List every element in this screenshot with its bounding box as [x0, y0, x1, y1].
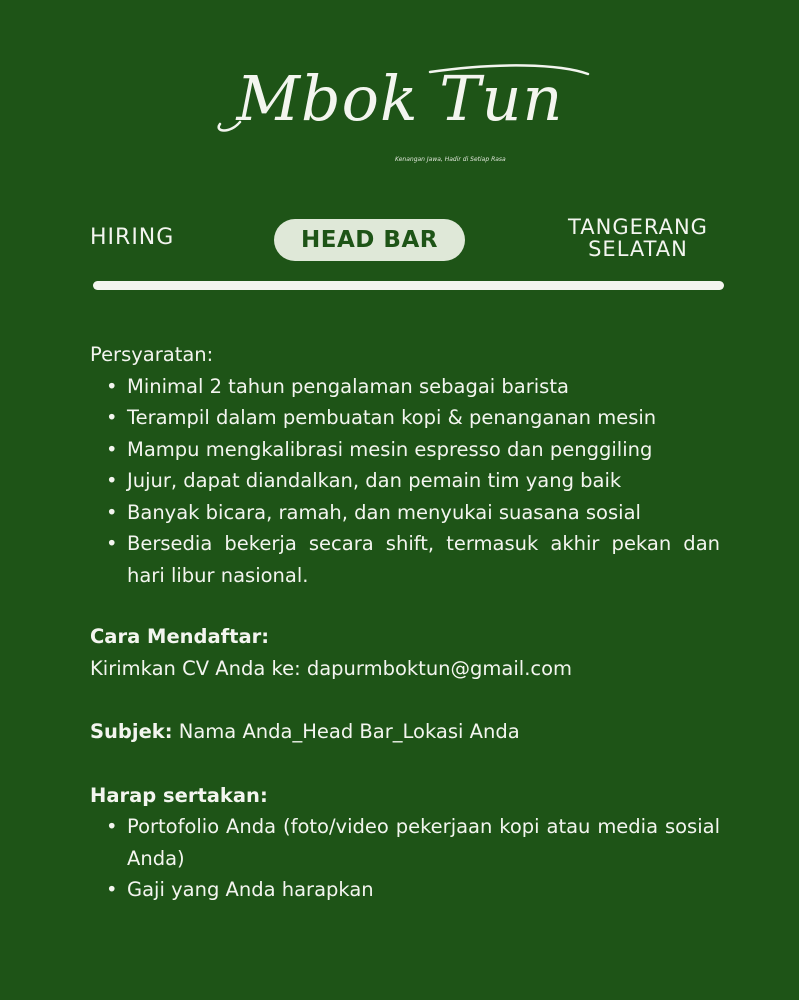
bullet-icon: •: [106, 469, 118, 492]
bullet-icon: •: [106, 815, 118, 838]
bullet-icon: •: [106, 532, 118, 555]
brand-tagline: Kenangan Jawa, Hadir di Setiap Rasa: [395, 156, 506, 163]
requirements-title: Persyaratan:: [90, 343, 214, 366]
requirement-item: • Bersedia bekerja secara shift, termasuk akhir pekan dan hari libur nasional.: [90, 528, 720, 591]
header-divider: [93, 281, 724, 290]
requirement-item: • Mampu mengkalibrasi mesin espresso dan penggiling: [90, 434, 720, 466]
location-label: [540, 216, 736, 260]
location-line-1: TANGERANG: [568, 215, 708, 239]
include-item: • Portofolio Anda (foto/video pekerjaan kopi atau media sosial Anda): [90, 811, 720, 874]
requirement-item: • Jujur, dapat diandalkan, dan pemain tim yang baik: [90, 465, 720, 497]
requirement-item: • Minimal 2 tahun pengalaman sebagai barista: [90, 371, 720, 403]
hiring-label: HIRING: [90, 225, 175, 250]
bullet-icon: •: [106, 500, 118, 524]
bullet-icon: •: [106, 878, 118, 901]
logo-script: [200, 52, 600, 147]
position-label: HEAD BAR: [301, 227, 438, 253]
requirement-item: • Banyak bicara, ramah, dan menyukai suasana sosial: [90, 497, 720, 529]
brand-logo: [200, 52, 600, 147]
subject-line: [90, 716, 720, 748]
include-item: • Gaji yang Anda harapkan: [90, 874, 720, 906]
logo-text: Mbok Tun: [236, 62, 564, 135]
job-details: [90, 339, 720, 906]
subject-text: Nama Anda_Head Bar_Lokasi Anda: [178, 720, 520, 743]
bullet-icon: •: [106, 437, 118, 461]
location-line-2: SELATAN: [588, 237, 688, 261]
position-badge: [274, 219, 465, 261]
apply-title: Cara Mendaftar:: [90, 625, 270, 648]
bullet-icon: •: [106, 374, 118, 398]
bullet-icon: •: [106, 406, 118, 429]
include-title: Harap sertakan:: [90, 783, 268, 807]
include-list: [90, 811, 720, 906]
apply-text: Kirimkan CV Anda ke: dapurmboktun@gmail.com: [90, 656, 573, 680]
requirement-item: • Terampil dalam pembuatan kopi & penanganan mesin: [90, 402, 720, 434]
subject-label: Subjek:: [90, 720, 173, 743]
requirements-list: [90, 371, 720, 592]
